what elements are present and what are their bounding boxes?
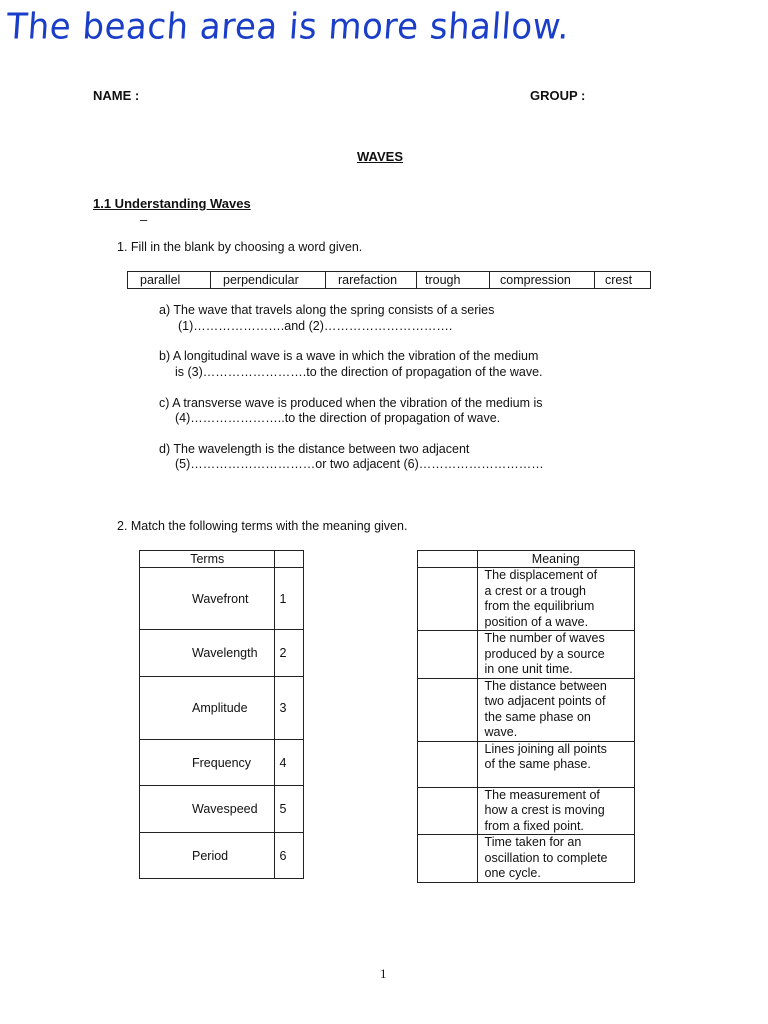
meaning-table: [417, 550, 635, 883]
answer-cell[interactable]: [418, 631, 478, 679]
table-row: [140, 740, 304, 786]
word-bank: [127, 271, 651, 289]
word-bank-item: crest: [595, 272, 651, 289]
meaning-line: one cycle.: [484, 866, 541, 880]
terms-header: Terms: [140, 551, 275, 568]
table-row: [140, 677, 304, 740]
question1-item-b-blanks: is (3)…………………….to the direction of propagation of the wave.: [175, 365, 543, 379]
meaning-line: of the same phase.: [484, 757, 591, 771]
term-cell: Wavefront: [140, 568, 275, 630]
meaning-cell: [477, 835, 634, 883]
question1-item-d: d) The wavelength is the distance between two adjacent: [159, 442, 470, 456]
meaning-line: The number of waves: [484, 631, 605, 645]
term-number: 2: [275, 630, 304, 677]
answer-cell[interactable]: [418, 835, 478, 883]
table-row: [418, 835, 635, 883]
meaning-line: position of a wave.: [484, 614, 589, 629]
table-row: [418, 568, 635, 631]
word-bank-item: perpendicular: [211, 272, 326, 289]
term-cell: Wavelength: [140, 630, 275, 677]
question1-item-c-blanks: (4)…………………..to the direction of propagation of wave.: [175, 411, 501, 425]
meaning-cell: [477, 568, 634, 631]
section-dash: –: [140, 212, 148, 227]
term-number: 4: [275, 740, 304, 786]
meaning-line: how a crest is moving: [484, 803, 605, 817]
answer-cell[interactable]: [418, 787, 478, 835]
terms-number-header: [275, 551, 304, 568]
meaning-line: from a fixed point.: [484, 818, 584, 833]
meaning-line: The distance between: [484, 678, 607, 693]
meaning-line: The measurement of: [484, 787, 600, 802]
term-number: 3: [275, 677, 304, 740]
handwritten-note: The beach area is more shallow.: [5, 6, 571, 48]
meaning-line: the same phase on: [484, 709, 591, 724]
word-bank-item: rarefaction: [326, 272, 417, 289]
terms-table: [139, 550, 304, 879]
question1-item-b: b) A longitudinal wave is a wave in which the vibration of the medium: [159, 349, 539, 363]
term-number: 5: [275, 786, 304, 833]
section-heading: 1.1 Understanding Waves: [93, 196, 251, 211]
meaning-line: from the equilibrium: [484, 599, 595, 613]
meaning-line: The displacement of: [484, 568, 598, 582]
name-label: NAME :: [93, 88, 140, 103]
table-row: [140, 630, 304, 677]
table-row: [140, 786, 304, 833]
question1-item-c: c) A transverse wave is produced when the vibration of the medium is: [159, 396, 543, 410]
meaning-line: produced by a source: [484, 646, 605, 661]
term-cell: Amplitude: [140, 677, 275, 740]
group-label: GROUP :: [530, 88, 586, 103]
table-row: [418, 741, 635, 787]
answer-cell[interactable]: [418, 678, 478, 741]
question2-prompt: 2. Match the following terms with the meaning given.: [117, 519, 408, 533]
meaning-line: in one unit time.: [484, 662, 573, 676]
answer-cell[interactable]: [418, 568, 478, 631]
question1-prompt: 1. Fill in the blank by choosing a word given.: [117, 240, 363, 254]
table-row: [418, 631, 635, 679]
answer-cell[interactable]: [418, 741, 478, 787]
table-row: [418, 678, 635, 741]
meaning-line: Time taken for an: [484, 835, 582, 849]
meaning-line: oscillation to complete: [484, 850, 608, 865]
page-number: 1: [380, 966, 387, 981]
meaning-line: Lines joining all points: [484, 741, 607, 756]
answer-header: [418, 551, 478, 568]
term-cell: Frequency: [140, 740, 275, 786]
table-row: [418, 787, 635, 835]
meaning-cell: [477, 678, 634, 741]
word-bank-item: parallel: [128, 272, 211, 289]
page-title: WAVES: [357, 149, 403, 164]
meaning-header: Meaning: [477, 551, 634, 568]
meaning-line: wave.: [484, 725, 518, 739]
term-number: 6: [275, 833, 304, 879]
question1-item-a: a) The wave that travels along the spring consists of a series: [159, 303, 495, 317]
term-number: 1: [275, 568, 304, 630]
question1-item-d-blanks: (5)…………………………or two adjacent (6)…………………………: [175, 457, 544, 471]
meaning-line: a crest or a trough: [484, 583, 586, 598]
meaning-cell: [477, 787, 634, 835]
meaning-cell: [477, 741, 634, 787]
term-cell: Wavespeed: [140, 786, 275, 833]
table-row: [140, 833, 304, 879]
question1-item-a-blanks: (1)………………….and (2)………………………….: [178, 319, 453, 333]
word-bank-item: trough: [417, 272, 490, 289]
term-cell: Period: [140, 833, 275, 879]
meaning-line: two adjacent points of: [484, 694, 606, 708]
table-row: [140, 568, 304, 630]
word-bank-item: compression: [490, 272, 595, 289]
meaning-cell: [477, 631, 634, 679]
